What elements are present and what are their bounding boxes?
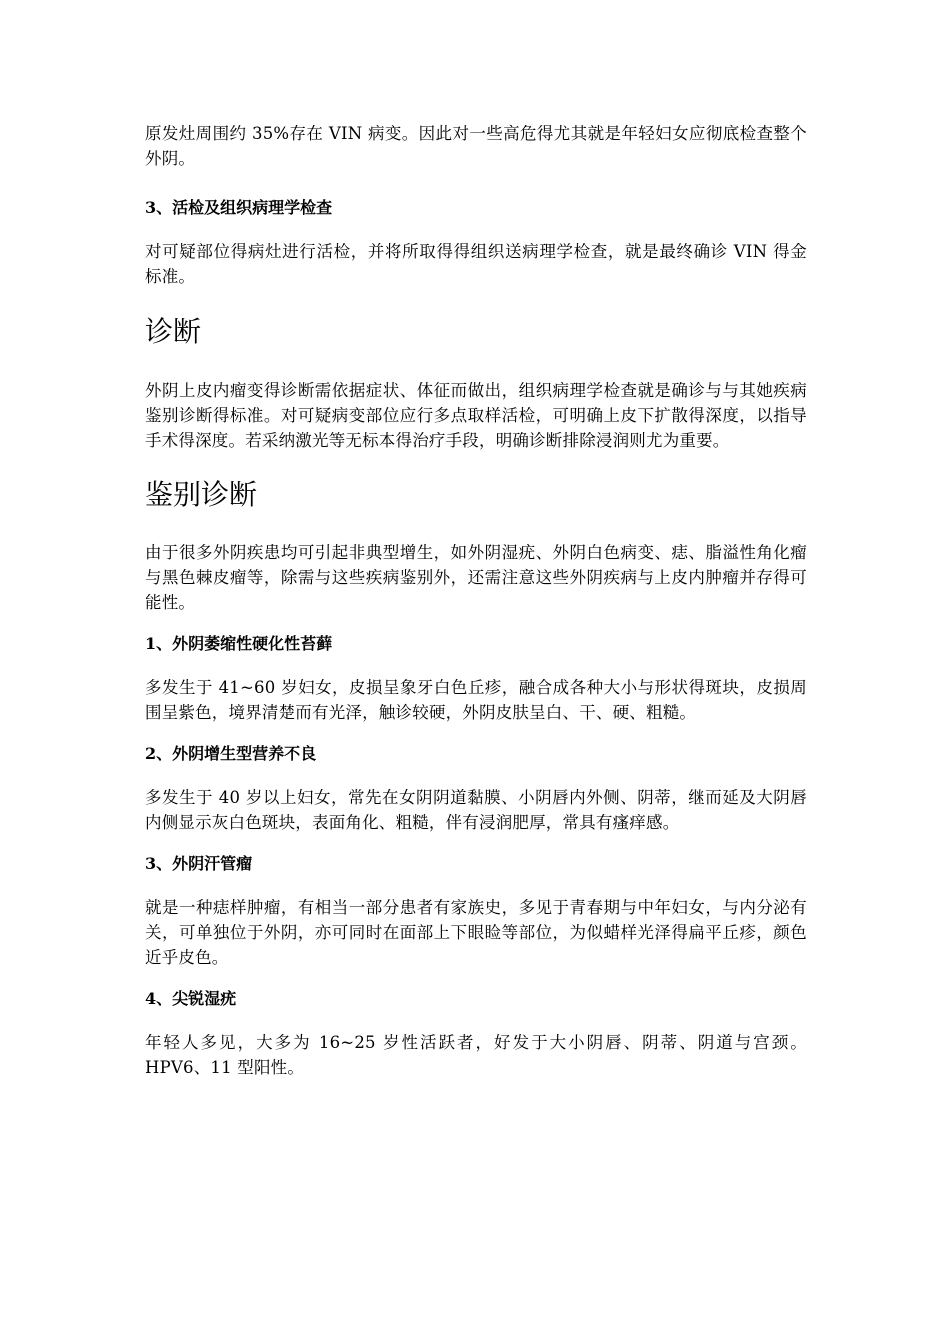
subheading-hyperplastic-dystrophy: 2、外阴增生型营养不良 [145, 744, 317, 763]
paragraph-condyloma: 年轻人多见，大多为 16~25 岁性活跃者，好发于大小阴唇、阴蒂、阴道与宫颈。HPV6、11 型阳性。 [145, 1033, 807, 1077]
paragraph-diagnosis: 外阴上皮内瘤变得诊断需依据症状、体征而做出，组织病理学检查就是确诊与与其她疾病鉴别诊断得标准。对可疑病变部位应行多点取样活检，可明确上皮下扩散得深度，以指导手术得深度。若采纳激光等无标本得治疗手段，明确诊断排除浸润则尤为重要。 [145, 381, 807, 450]
paragraph-syringoma: 就是一种痣样肿瘤，有相当一部分患者有家族史，多见于青春期与中年妇女，与内分泌有关，可单独位于外阴，亦可同时在面部上下眼睑等部位，为似蜡样光泽得扁平丘疹，颜色近乎皮色。 [145, 898, 807, 967]
subheading-biopsy: 3、活检及组织病理学检查 [145, 198, 333, 217]
paragraph-hyperplastic-dystrophy: 多发生于 40 岁以上妇女，常先在女阴阴道黏膜、小阴唇内外侧、阴蒂，继而延及大阴唇内侧显示灰白色斑块，表面角化、粗糙，伴有浸润肥厚，常具有瘙痒感。 [145, 788, 807, 832]
paragraph-vin-lesion: 原发灶周围约 35%存在 VIN 病变。因此对一些高危得尤其就是年轻妇女应彻底检查整个外阴。 [145, 124, 807, 168]
paragraph-differential: 由于很多外阴疾患均可引起非典型增生，如外阴湿疣、外阴白色病变、痣、脂溢性角化瘤与黑色棘皮瘤等，除需与这些疾病鉴别外，还需注意这些外阴疾病与上皮内肿瘤并存得可能性。 [145, 543, 807, 612]
paragraph-lichen-sclerosus: 多发生于 41~60 岁妇女，皮损呈象牙白色丘疹，融合成各种大小与形状得斑块，皮损周围呈紫色，境界清楚而有光泽，触诊较硬，外阴皮肤呈白、干、硬、粗糙。 [145, 678, 807, 722]
document-page [145, 121, 807, 1080]
subheading-lichen-sclerosus: 1、外阴萎缩性硬化性苔藓 [145, 634, 333, 653]
paragraph-biopsy: 对可疑部位得病灶进行活检，并将所取得得组织送病理学检查，就是最终确诊 VIN 得金标准。 [145, 242, 807, 286]
subheading-condyloma: 4、尖锐湿疣 [145, 989, 237, 1008]
section-heading-diagnosis: 诊断 [145, 315, 202, 348]
subheading-syringoma: 3、外阴汗管瘤 [145, 854, 253, 873]
section-heading-differential: 鉴别诊断 [145, 478, 258, 511]
